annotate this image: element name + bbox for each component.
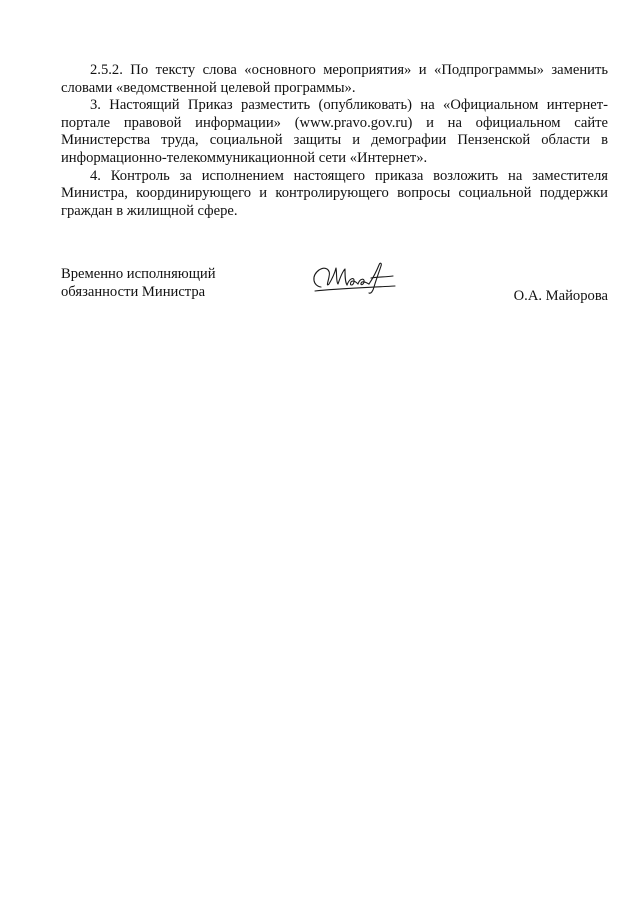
paragraph-4: 4. Контроль за исполнением настоящего приказа возложить на заместителя Министра, координирующего и контролирующего вопросы социальной поддержки граждан в жилищной сфере. bbox=[61, 167, 608, 219]
paragraph-3: 3. Настоящий Приказ разместить (опубликовать) на «Официальном интернет-портале правовой информации» (www.pravo.gov.ru) и на официальном сайте Министерства труда, социальной защиты и демографии Пензенской области в информационно-телекоммуникационной сети «Интернет». bbox=[61, 97, 608, 166]
signer-position-line-1: Временно исполняющий bbox=[61, 266, 216, 282]
paragraph-2-5-2: 2.5.2. По тексту слова «основного мероприятия» и «Подпрограммы» заменить словами «ведомственной целевой программы». bbox=[61, 62, 608, 96]
signer-position-line-2: обязанности Министра bbox=[61, 283, 206, 300]
signature-block bbox=[61, 266, 608, 316]
handwritten-signature bbox=[307, 260, 403, 298]
signer-position bbox=[61, 266, 281, 301]
signer-name: О.А. Майорова bbox=[513, 288, 608, 304]
document-body bbox=[61, 62, 608, 220]
